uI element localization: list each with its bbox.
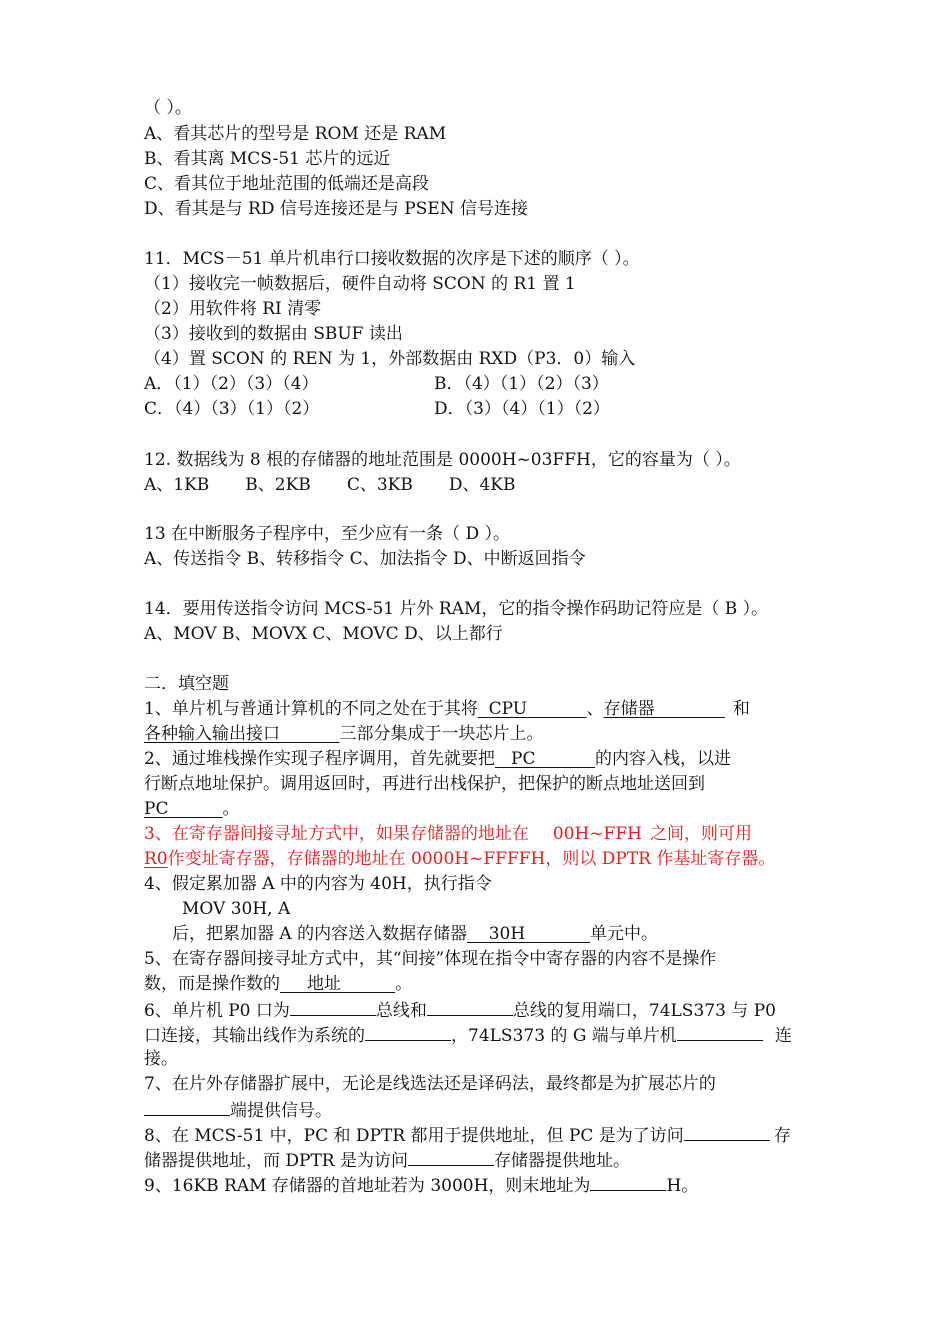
fill-6-blank-4[interactable]: [677, 1024, 763, 1041]
fill-4-line-1: 4、假定累加器 A 中的内容为 40H，执行指令: [144, 874, 492, 894]
q12-option-b: B、2KB: [245, 475, 311, 495]
fill-4-line-3: 后，把累加器 A 的内容送入数据存储器 30H 单元中。: [172, 924, 659, 944]
q11-options-row-1: [144, 374, 319, 394]
fill-6-line-1: 6、单片机 P0 口为 总线和 总线的复用端口，74LS373 与 P0: [144, 1001, 776, 1021]
fill-9-blank-1[interactable]: [590, 1174, 666, 1191]
fill-1-line-2: 各种输入输出接口 三部分集成于一块芯片上。: [144, 724, 544, 744]
fill-7-blank-1[interactable]: [144, 1099, 230, 1116]
fill-8-blank-1[interactable]: [684, 1124, 770, 1141]
fill-8-blank-2[interactable]: [408, 1149, 494, 1166]
fill-2-line-1: 2、通过堆栈操作实现子程序调用，首先就要把 PC 的内容入栈，以进: [144, 749, 731, 769]
q10-option-c: C、看其位于地址范围的低端还是高段: [144, 174, 430, 194]
fill-3-line-1: 3、在寄存器间接寻址方式中，如果存储器的地址在 00H~FFH 之间，则可用: [144, 824, 752, 844]
fill-6-line-2: 口连接，其输出线作为系统的 ，74LS373 的 G 端与单片机 连: [144, 1026, 792, 1046]
fill-2-answer-pc: PC: [511, 749, 536, 769]
fill-4-answer-30h: 30H: [488, 924, 526, 944]
q12-option-d: D、4KB: [448, 475, 516, 495]
fill-2-line-2: 行断点地址保护。调用返回时，再进行出栈保护，把保护的断点地址送回到: [144, 774, 705, 794]
q11-option-d: D．（3）（4）（1）（2）: [434, 399, 610, 419]
q11-option-b: B．（4）（1）（2）（3）: [434, 374, 609, 394]
q12-stem: 12. 数据线为 8 根的存储器的地址范围是 0000H~03FFH，它的容量为（ ）。: [144, 450, 741, 470]
q10-option-a: A、看其芯片的型号是 ROM 还是 RAM: [144, 124, 447, 144]
q12-option-a: A、1KB: [144, 475, 210, 495]
fill-6-blank-3[interactable]: [365, 1024, 451, 1041]
q13-options: A、传送指令 B、转移指令 C、加法指令 D、中断返回指令: [144, 549, 586, 569]
q10-stem-tail: （ ）。: [144, 98, 192, 118]
q12-options: [144, 475, 515, 495]
fill-1-answer-memory: 存储器: [603, 699, 655, 719]
q11-option-c: C．（4）（3）（1）（2）: [144, 399, 320, 419]
q11-stem: 11．MCS－51 单片机串行口接收数据的次序是下述的顺序（ ）。: [144, 249, 640, 269]
q14-stem: 14．要用传送指令访问 MCS-51 片外 RAM，它的指令操作码助记符应是（ B ）。: [144, 599, 769, 619]
fill-5-line-2: 数，而是操作数的 地址 。: [144, 974, 413, 994]
q12-option-c: C、3KB: [346, 475, 413, 495]
fill-7-line-1: 7、在片外存储器扩展中，无论是线选法还是译码法，最终都是为扩展芯片的: [144, 1074, 716, 1094]
q11-option-a: A．（1）（2）（3）（4）: [144, 374, 319, 394]
q11-step-2: （2）用软件将 RI 清零: [144, 299, 322, 319]
fill-2-answer-pc-return: PC: [144, 799, 169, 819]
fill-1-answer-io: 各种输入输出接口: [144, 724, 280, 744]
q14-options: A、MOV B、MOVX C、MOVC D、以上都行: [144, 624, 503, 644]
fill-6-line-3: 接。: [144, 1049, 178, 1069]
fill-1-answer-cpu: CPU: [488, 699, 528, 719]
fill-3-answer-r0: R0: [144, 849, 168, 869]
fill-3-answer-range: 00H~FFH: [552, 824, 642, 844]
fill-4-code: MOV 30H, A: [182, 899, 291, 919]
fill-6-blank-1[interactable]: [290, 999, 376, 1016]
fill-8-line-1: 8、在 MCS-51 中，PC 和 DPTR 都用于提供地址，但 PC 是为了访问 存: [144, 1126, 791, 1146]
fill-8-line-2: 储器提供地址，而 DPTR 是为访问 存储器提供地址。: [144, 1151, 631, 1171]
fill-6-blank-2[interactable]: [427, 999, 513, 1016]
fill-1-line-1: 1、单片机与普通计算机的不同之处在于其将 CPU 、存储器 和: [144, 699, 750, 719]
fill-5-answer-address: 地址: [307, 974, 342, 994]
q10-option-d: D、看其是与 RD 信号连接还是与 PSEN 信号连接: [144, 199, 529, 219]
section-heading: 二．填空题: [144, 674, 229, 694]
fill-5-line-1: 5、在寄存器间接寻址方式中，其“间接”体现在指令中寄存器的内容不是操作: [144, 949, 717, 969]
fill-2-line-3: PC 。: [144, 799, 240, 819]
fill-9-line-1: 9、16KB RAM 存储器的首地址若为 3000H，则末地址为 H。: [144, 1176, 699, 1196]
fill-7-line-2: 端提供信号。: [144, 1099, 332, 1121]
q11-step-1: （1）接收完一帧数据后，硬件自动将 SCON 的 R1 置 1: [144, 274, 576, 294]
fill-3-line-2: R0作变址寄存器，存储器的地址在 0000H~FFFFH，则以 DPTR 作基址寄存器。: [144, 849, 776, 869]
q13-stem: 13 在中断服务子程序中，至少应有一条（ D ）。: [144, 524, 510, 544]
q11-step-3: （3）接收到的数据由 SBUF 读出: [144, 324, 403, 344]
q11-step-4: （4）置 SCON 的 REN 为 1，外部数据由 RXD（P3．0）输入: [144, 349, 636, 369]
q10-option-b: B、看其离 MCS-51 芯片的远近: [144, 149, 391, 169]
